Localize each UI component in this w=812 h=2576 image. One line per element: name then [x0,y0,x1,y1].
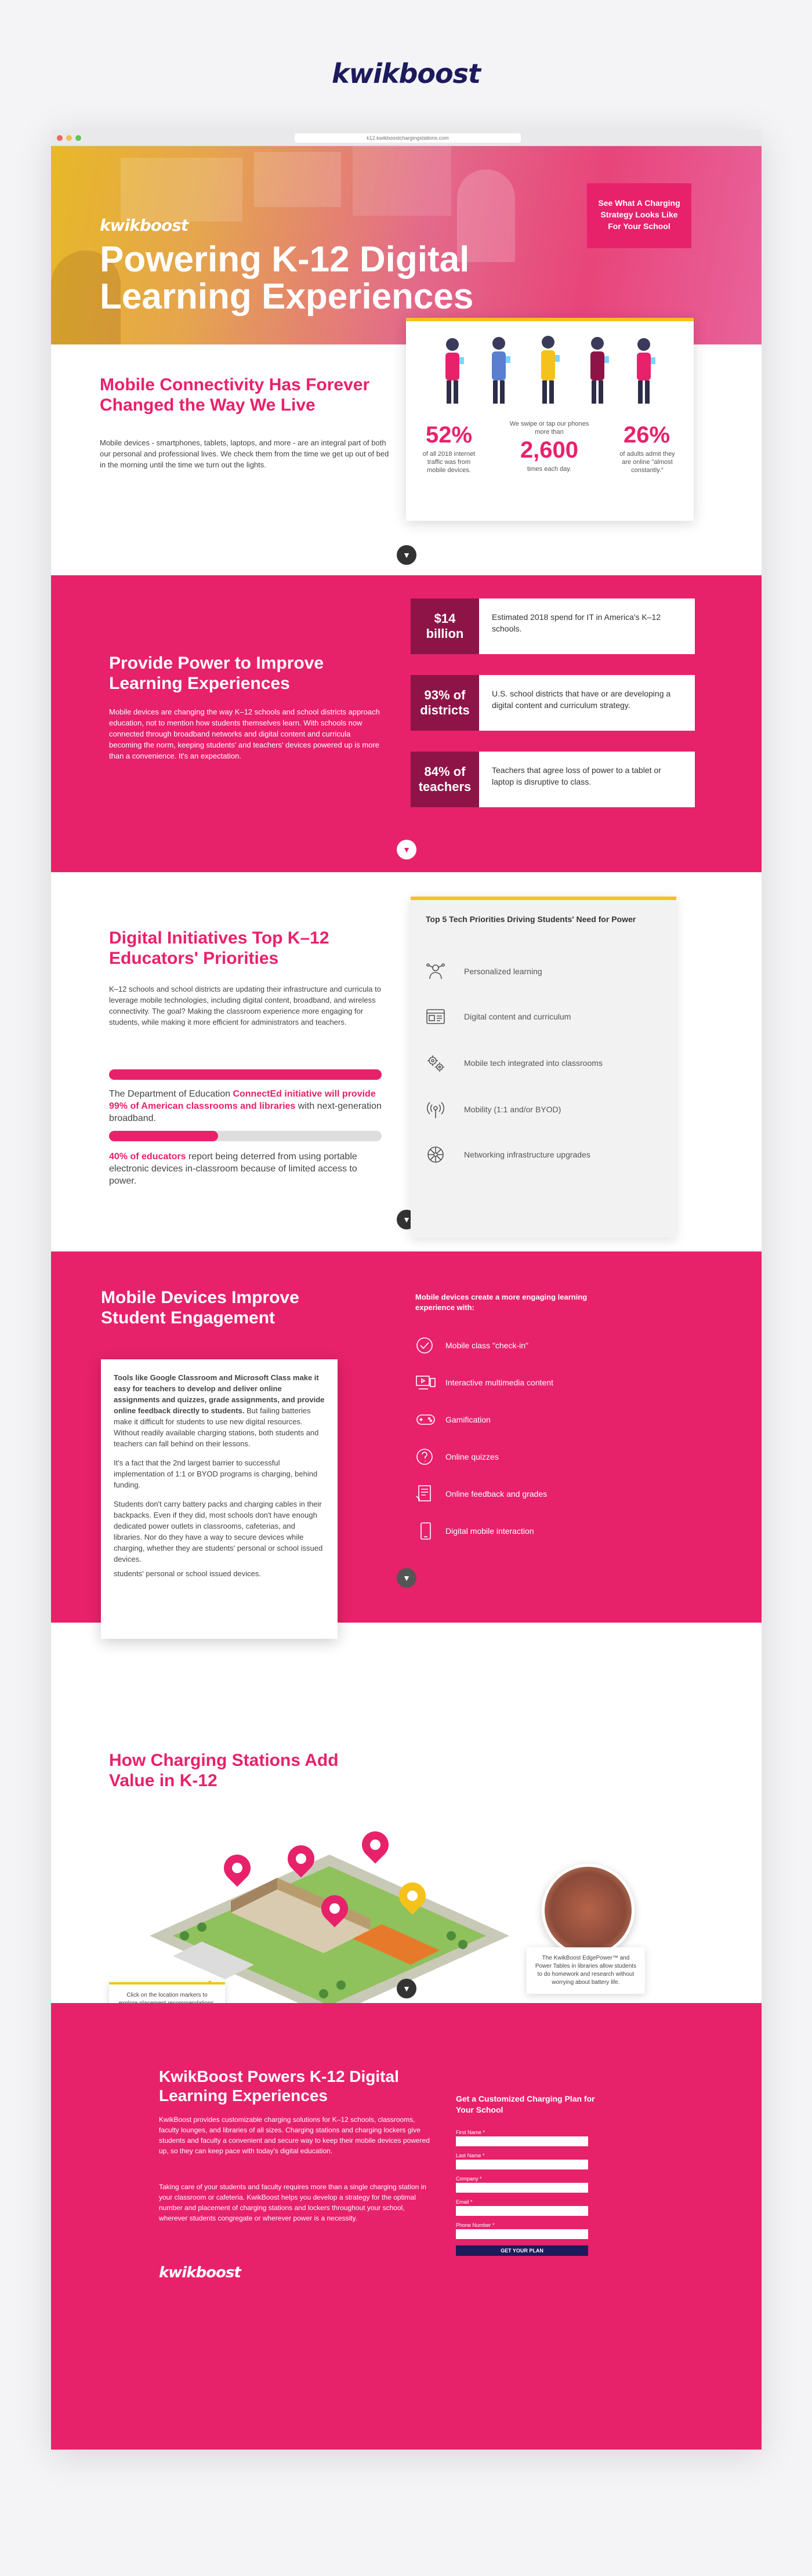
engagement-label: Mobile class "check-in" [445,1341,528,1350]
mobile-phone-icon [415,1522,436,1540]
stat-label: times each day. [527,466,572,473]
browser-window [51,130,762,2450]
last-name-field[interactable] [456,2160,588,2169]
scroll-down-icon[interactable]: ▼ [397,1210,416,1229]
multimedia-icon [415,1373,436,1392]
scroll-down-icon[interactable]: ▼ [397,1979,416,1998]
tech-priorities-card [411,897,676,1238]
classroom-window-shape [254,152,341,207]
browser-toolbar [51,130,762,146]
footer-logo[interactable]: kwikboost [159,2264,241,2281]
hero-banner [51,146,762,344]
phone-field[interactable] [456,2229,588,2239]
company-field[interactable] [456,2183,588,2193]
footer-paragraph-2: Taking care of your students and faculty requires more than a single charging station in your classroom or cafeteria. KwikBoost helps you develop a strategy for the optimal number and placement of charging stations and lockers throughout your school, wherever students congregate or wherever power is a necessity. [159,2183,426,2222]
educators-fact [109,1151,382,1187]
first-name-label: First Name * [456,2129,485,2135]
address-bar[interactable]: k12.kwikboostchargingstations.com [295,133,521,143]
tools-text: But failing batteries make it difficult for students to use new digital resources. Without readily available charging stations, both students and teachers can fall behind on their lessons. [114,1406,319,1448]
broadband-progress-track [109,1069,382,1080]
power-stat-row [411,752,695,807]
broadband-fact-pre: The Department of Education [109,1089,233,1099]
signal-broadcast-icon [426,1100,445,1119]
stat-value: 26% [623,422,670,448]
broadband-fact-post: with next-generation broadband. [109,1101,382,1123]
priority-label: Digital content and curriculum [464,1012,571,1021]
educators-progress-track [109,1131,382,1141]
priority-item [426,960,669,984]
footer-paragraph-1: KwikBoost provides customizable charging solutions for K–12 schools, classrooms, faculty lounges, and libraries of all sizes. Charging stations and charging lockers give students and faculty a convenient and secure way to keep their mobile devices powered up, so they can keep pace with today's digital education. [159,2116,430,2155]
library-caption: The KwikBoost EdgePower™ and Power Tables in libraries allow students to do homework and research without worrying about battery life. [527,1947,645,1994]
initiatives-title: Digital Initiatives Top K–12 Educators' Priorities [109,928,329,968]
browser-window-icon [426,1007,445,1026]
charging-stations-section [51,1623,762,2003]
hero-logo: kwikboost [100,216,188,235]
feedback-icon [415,1485,436,1503]
engagement-title: Mobile Devices Improve Student Engagement [101,1288,299,1327]
question-icon [415,1447,436,1466]
phone-label: Phone Number * [456,2222,495,2228]
stat-label: of all 2018 internet traffic was from mobile devices. [422,451,476,474]
power-section [51,575,762,872]
markers-hint: Click on the location markers to [109,1982,225,2015]
initiatives-body: K–12 schools and school districts are updating their infrastructure and curricula to leverage mobile technologies, including digital content, broadband, and wireless connectivity. The goal? Making the classroom experience more engaging for students, while making it more efficient for administrators and teachers. [109,985,381,1026]
initiatives-section [51,872,762,1251]
connectivity-section [51,344,762,575]
priority-label: Networking infrastructure upgrades [464,1150,590,1159]
priority-label: Mobility (1:1 and/or BYOD) [464,1105,561,1114]
tools-bold-text: Tools like Google Classroom and Microsoft Class make it easy for teachers to develop and deliver online assignments and quizzes, grade assignments, and provide online feedback directly to students. [114,1373,325,1415]
power-stat-label: Estimated 2018 spend for IT in America's K–12 schools. [479,598,695,654]
outlets-paragraph: Students don't carry battery packs and charging cables in their backpacks. Even if they did, most schools don't have enough dedicated power outlets in classrooms, cafeterias, and libraries. Nor do they have a way to secure devices while charging, whether they are students' personal or school issued devices. [114,1500,323,1563]
engagement-label: Gamification [445,1415,491,1424]
classroom-tools-card [101,1359,338,1639]
footer-section [51,2003,762,2450]
connectivity-title: Mobile Connectivity Has Forever Changed the Way We Live [100,375,370,415]
tools-paragraph [114,1372,325,1449]
engagement-label: Online feedback and grades [445,1489,548,1499]
engagement-list-title: Mobile devices create a more engaging learning experience with: [415,1293,588,1312]
engagement-item [415,1409,659,1432]
power-stat-value: 84% of teachers [411,752,479,807]
scroll-down-icon[interactable]: ▼ [397,545,416,565]
educators-progress-fill [109,1131,218,1141]
broadband-progress-fill [109,1069,382,1080]
power-body: Mobile devices are changing the way K–12 schools and school districts approach education, not to mention how students themselves learn. With schools now connected through broadband networks and digital content and curricula becoming the norm, keeping students' and teachers' devices powered up is more than a convenience. It's an expectation. [109,708,380,760]
brand-logo[interactable]: kwikboost [332,58,480,89]
priority-label: Personalized learning [464,967,542,976]
stat-label: of adults admit they are online "almost constantly." [619,451,675,474]
gamepad-icon [415,1410,436,1429]
form-title: Get a Customized Charging Plan for Your School [456,2094,595,2114]
classroom-board-shape [353,146,451,216]
network-globe-icon [426,1145,445,1164]
educators-fact-highlight: 40% of educators [109,1152,186,1162]
devices-paragraph: students' personal or school issued devices. [114,1569,261,1578]
scroll-down-icon[interactable]: ▼ [397,1568,416,1588]
engagement-item [415,1372,659,1395]
footer-title: KwikBoost Powers K-12 Digital Learning Experiences [159,2067,399,2105]
maximize-window-icon[interactable] [75,135,81,141]
stat-value: 52% [425,422,473,448]
people-with-phones-illustration [429,334,673,406]
priority-item [426,1144,669,1167]
priority-item [426,1098,669,1122]
broadband-fact-highlight: ConnectEd initiative will provide 99% of American classrooms and libraries [109,1089,376,1111]
power-stat-label: U.S. school districts that have or are developing a digital content and curriculum strategy. [479,675,695,731]
gears-icon [426,1053,445,1073]
connectivity-body: Mobile devices - smartphones, tablets, laptops, and more - are an integral part of both our personal and professional lives. We check them from the time we get up out of bed in the morning until the time we turn out the lights. [100,438,389,469]
mobile-stats-card [406,318,694,521]
library-inset-image [542,1864,635,1957]
engagement-label: Online quizzes [445,1452,499,1461]
priority-item [426,1052,669,1075]
last-name-label: Last Name * [456,2153,485,2158]
get-your-plan-button[interactable]: GET YOUR PLAN [456,2245,588,2256]
educators-fact-post: report being deterred from using portable electronic devices in-classroom because of limited access to power. [109,1152,357,1186]
power-stat-row [411,675,695,731]
engagement-item [415,1446,659,1470]
scroll-down-icon[interactable]: ▼ [397,840,416,859]
engagement-label: Interactive multimedia content [445,1378,553,1387]
priority-item [426,1006,669,1029]
engagement-item [415,1521,659,1544]
stat-value: 2,600 [520,437,579,463]
power-title: Provide Power to Improve Learning Experiences [109,654,324,693]
company-label: Company * [456,2176,482,2182]
priorities-title: Top 5 Tech Priorities Driving Students' Need for Power [426,915,636,924]
first-name-field[interactable] [456,2136,588,2146]
email-label: Email * [456,2199,473,2205]
check-circle-icon [415,1336,436,1355]
hero-title: Powering K-12 Digital Learning Experiences [100,240,474,317]
power-stat-row [411,598,695,654]
engagement-item [415,1335,659,1358]
minimize-window-icon[interactable] [66,135,72,141]
engagement-label: Digital mobile interaction [445,1526,534,1536]
power-stat-label: Teachers that agree loss of power to a tablet or laptop is disruptive to class. [479,752,695,807]
power-stat-value: $14 billion [411,598,479,654]
person-network-icon [426,962,445,981]
stat-pre-label: We swipe or tap our phones more than [509,420,589,436]
broadband-fact [109,1088,382,1124]
stations-title: How Charging Stations Add Value in K-12 [109,1751,339,1790]
close-window-icon[interactable] [57,135,63,141]
engagement-item [415,1483,659,1507]
engagement-section [51,1251,762,1623]
power-stat-value: 93% of districts [411,675,479,731]
barrier-paragraph: It's a fact that the 2nd largest barrier to successful implementation of 1:1 or BYOD programs is charging, behind funding. [114,1458,318,1489]
charging-strategy-cta-button[interactable]: See What A Charging Strategy Looks Like For Your School [587,183,691,248]
classroom-window-shape [121,158,242,222]
priority-label: Mobile tech integrated into classrooms [464,1058,603,1068]
email-field[interactable] [456,2206,588,2216]
